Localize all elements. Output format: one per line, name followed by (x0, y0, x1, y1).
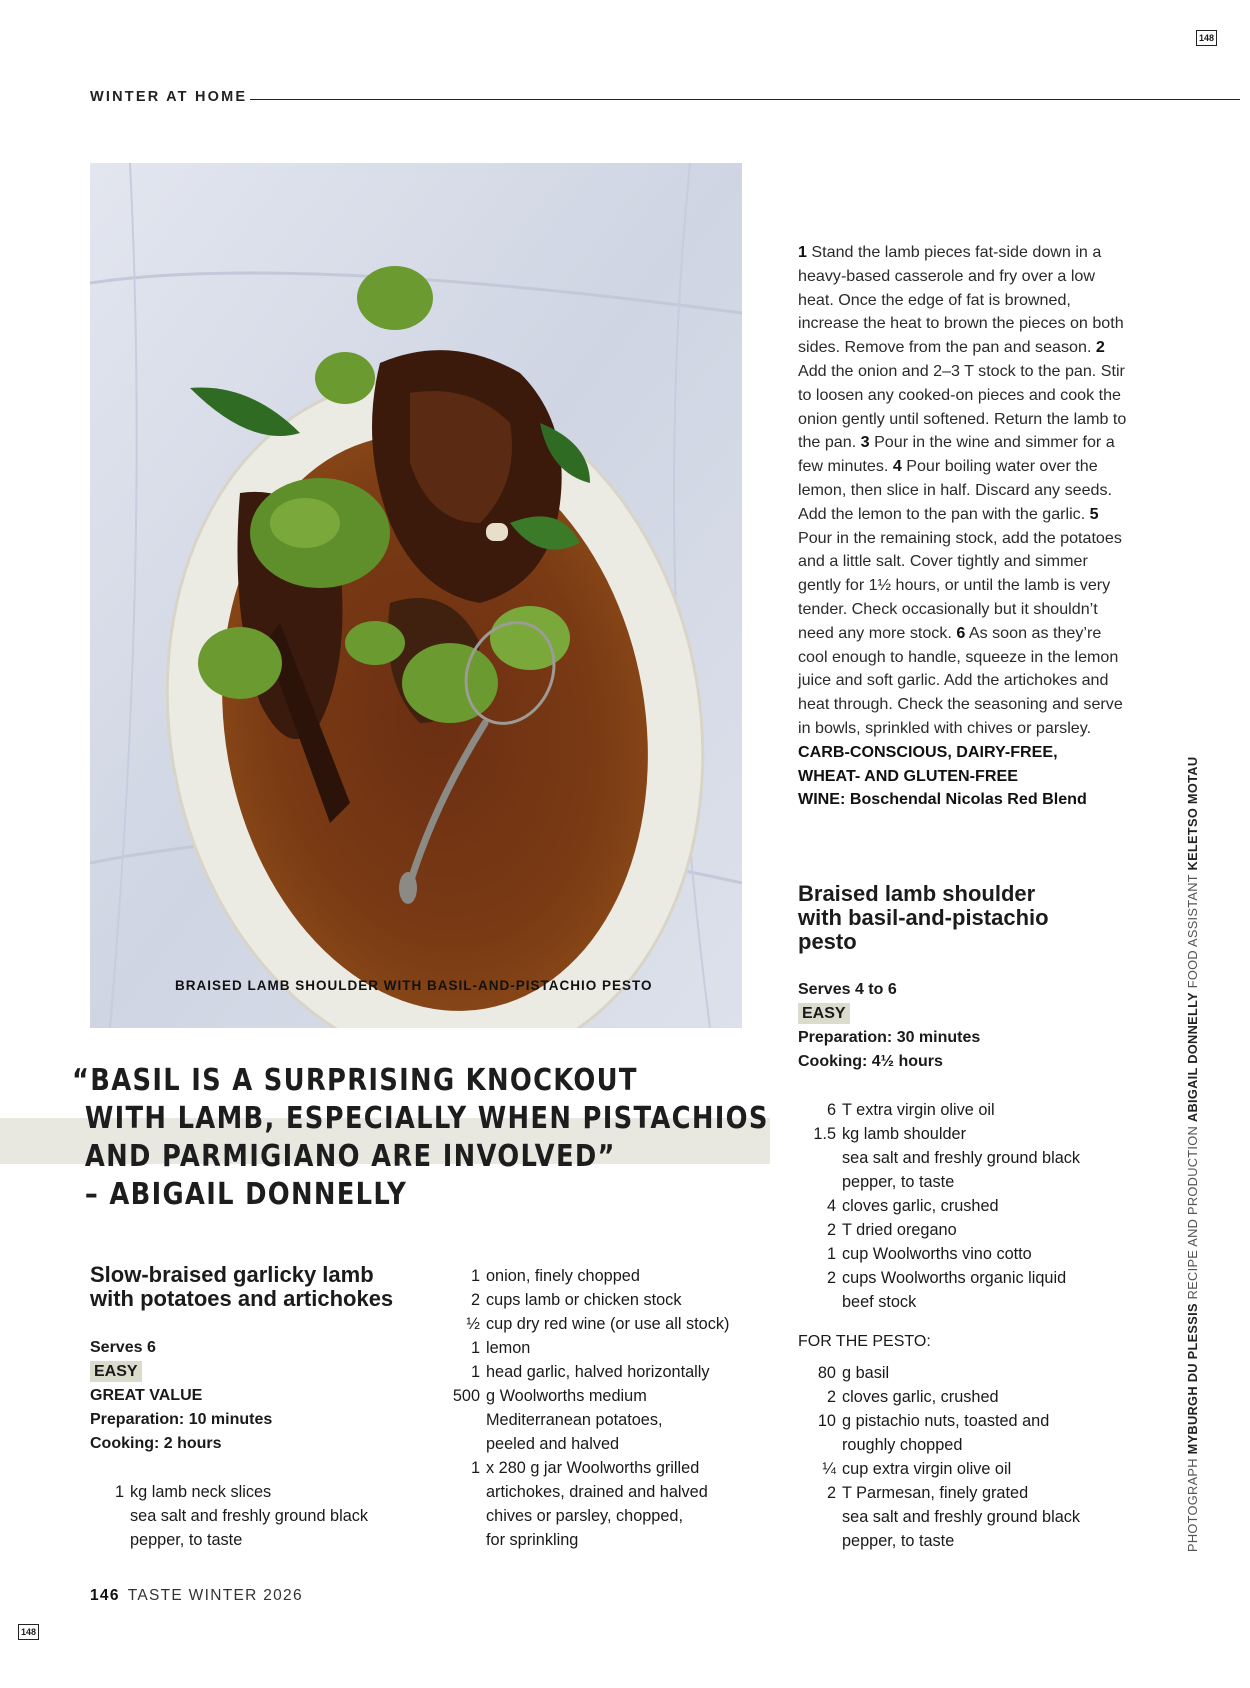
recipe1-ingredients-a (90, 1480, 430, 1552)
ingredient-quantity (798, 1505, 842, 1529)
ingredient-row (798, 1481, 1138, 1505)
quote-line: AND PARMIGIANO ARE INVOLVED” (84, 1139, 616, 1174)
ingredient-text: beef stock (842, 1293, 917, 1311)
ingredient-text: cups Woolworths organic liquid (842, 1269, 1067, 1287)
recipe2-ingredients (798, 1098, 1138, 1314)
recipe2-title (798, 882, 1049, 954)
ingredient-quantity: 1 (470, 1339, 480, 1357)
recipe1-serves: Serves 6 (90, 1339, 156, 1356)
method-text (798, 241, 1133, 741)
ingredient-row (798, 1146, 1138, 1170)
ingredient-row (798, 1361, 1138, 1385)
recipe1-prep-time: Preparation: 10 minutes (90, 1411, 273, 1428)
ingredient-quantity: 80 (817, 1364, 836, 1382)
ingredient-row (798, 1122, 1138, 1146)
ingredient-text: g pistachio nuts, toasted and (842, 1412, 1050, 1430)
ingredient-quantity (90, 1528, 130, 1552)
credit-role: FOOD ASSISTANT (1185, 870, 1200, 993)
step-text: Add the onion and 2–3 T stock to the pan. Stir to loosen any cooked-on pieces and cook the onion gently until softened. Return the lamb to the pan. (798, 361, 1127, 452)
credit-name: MYBURGH DU PLESSIS (1185, 1303, 1200, 1455)
ingredient-quantity (440, 1432, 486, 1456)
ingredient-row (440, 1264, 760, 1288)
ingredient-text: sea salt and freshly ground black (130, 1507, 369, 1525)
ingredient-text: pepper, to taste (842, 1532, 955, 1550)
ingredient-row (798, 1170, 1138, 1194)
ingredient-quantity: 500 (452, 1387, 480, 1405)
ingredient-row (90, 1528, 430, 1552)
ingredient-quantity: 1 (470, 1267, 480, 1285)
recipe2-prep-time: Preparation: 30 minutes (798, 1029, 981, 1046)
step-number: 4 (892, 457, 902, 476)
ingredient-quantity: 6 (826, 1101, 836, 1119)
ingredient-text: cloves garlic, crushed (842, 1197, 999, 1215)
page-folio-bottom: 148 (18, 1624, 39, 1640)
step-number: 1 (798, 243, 807, 261)
ingredient-row (440, 1432, 760, 1456)
recipe1-meta (90, 1336, 272, 1456)
pull-quote (72, 1062, 777, 1214)
ingredient-quantity (798, 1529, 842, 1553)
ingredient-text: x 280 g jar Woolworths grilled (486, 1459, 700, 1477)
recipe2-cook-time: Cooking: 4½ hours (798, 1053, 943, 1070)
ingredient-text: sea salt and freshly ground black (842, 1149, 1081, 1167)
ingredient-row (440, 1384, 760, 1408)
ingredient-quantity: 10 (817, 1412, 836, 1430)
ingredient-quantity (798, 1290, 842, 1314)
recipe-photo (90, 163, 742, 1028)
ingredient-row (798, 1098, 1138, 1122)
recipe2-title-line: with basil-and-pistachio (798, 905, 1049, 930)
recipe2-meta (798, 978, 980, 1074)
ingredient-quantity: 4 (826, 1197, 836, 1215)
ingredient-text: T Parmesan, finely grated (842, 1484, 1029, 1502)
ingredient-quantity (798, 1433, 842, 1457)
ingredient-text: roughly chopped (842, 1436, 963, 1454)
recipe1-ingredients-b (440, 1264, 760, 1552)
step-number: 2 (1095, 338, 1105, 357)
ingredient-row (798, 1194, 1138, 1218)
ingredient-row (798, 1290, 1138, 1314)
dietary-info: CARB-CONSCIOUS, DAIRY-FREE, (798, 742, 1058, 761)
credit-name: ABIGAIL DONNELLY (1185, 992, 1200, 1123)
recipe1-title-line: with potatoes and artichokes (90, 1286, 394, 1311)
ingredient-quantity: 2 (826, 1388, 836, 1406)
wine-pairing: WINE: Boschendal Nicolas Red Blend (798, 790, 1087, 809)
ingredient-row (90, 1480, 430, 1504)
recipe1-method (798, 241, 1133, 812)
ingredient-text: for sprinkling (486, 1531, 579, 1549)
ingredient-text: kg lamb neck slices (130, 1483, 272, 1501)
ingredient-quantity: 2 (826, 1484, 836, 1502)
section-label: WINTER AT HOME (90, 89, 248, 105)
lamb-dish-illustration (90, 163, 742, 1028)
pesto-ingredients (798, 1361, 1138, 1553)
step-number: 3 (860, 433, 870, 452)
ingredient-row (798, 1529, 1138, 1553)
ingredient-row (798, 1457, 1138, 1481)
recipe1-cook-time: Cooking: 2 hours (90, 1435, 222, 1452)
page-number: 146 (90, 1587, 120, 1604)
recipe2-difficulty-badge: EASY (798, 1003, 850, 1024)
credit-name: KELETSO MOTAU (1185, 756, 1200, 871)
recipe1-title (90, 1263, 393, 1311)
ingredient-text: T extra virgin olive oil (842, 1101, 995, 1119)
page-folio-top: 148 (1196, 30, 1217, 46)
ingredient-text: cloves garlic, crushed (842, 1388, 999, 1406)
ingredient-row (440, 1288, 760, 1312)
ingredient-quantity (440, 1408, 486, 1432)
ingredient-quantity: ¼ (822, 1460, 836, 1478)
step-text: Stand the lamb pieces fat-side down in a heavy-based casserole and fry over a low heat. Once the edge of fat is browned, increase the heat to brown the pieces on both sides. Remove from the pan and season. (798, 243, 1124, 357)
page-footer (90, 1587, 303, 1605)
ingredient-text: sea salt and freshly ground black (842, 1508, 1081, 1526)
ingredient-row (440, 1480, 760, 1504)
header-rule (250, 99, 1240, 100)
ingredient-text: Mediterranean potatoes, (486, 1411, 663, 1429)
step-text: As soon as they’re cool enough to handle, squeeze in the lemon juice and soft garlic. Add the artichokes and heat through. Check the seasoning and serve in bowls, sprinkled with chives or parsley. (798, 623, 1123, 737)
recipe1-tag: GREAT VALUE (90, 1387, 203, 1404)
dietary-info: WHEAT- AND GLUTEN-FREE (798, 766, 1018, 785)
credit-role: PHOTOGRAPH (1185, 1454, 1200, 1552)
quote-attribution: – ABIGAIL DONNELLY (84, 1177, 408, 1212)
quote-line: “BASIL IS A SURPRISING KNOCKOUT (72, 1063, 638, 1098)
ingredient-text: T dried oregano (842, 1221, 957, 1239)
ingredient-quantity: 2 (470, 1291, 480, 1309)
ingredient-text: cup dry red wine (or use all stock) (486, 1315, 730, 1333)
ingredient-row (440, 1504, 760, 1528)
ingredient-text: pepper, to taste (130, 1531, 243, 1549)
ingredient-text: cup extra virgin olive oil (842, 1460, 1012, 1478)
step-number: 6 (956, 623, 966, 642)
ingredient-row (798, 1433, 1138, 1457)
ingredient-quantity: ½ (466, 1315, 480, 1333)
ingredient-row (798, 1218, 1138, 1242)
recipe2-serves: Serves 4 to 6 (798, 981, 897, 998)
ingredient-row (798, 1409, 1138, 1433)
ingredient-quantity: 2 (826, 1221, 836, 1239)
photo-credits (1185, 757, 1200, 1552)
ingredient-text: cup Woolworths vino cotto (842, 1245, 1032, 1263)
ingredient-row (90, 1504, 430, 1528)
ingredient-row (440, 1528, 760, 1552)
magazine-issue: TASTE WINTER 2026 (127, 1587, 303, 1604)
ingredient-quantity: 2 (826, 1269, 836, 1287)
recipe1-difficulty-badge: EASY (90, 1361, 142, 1382)
recipe2-title-line: pesto (798, 929, 857, 954)
step-number: 5 (1089, 504, 1099, 523)
ingredient-row (798, 1242, 1138, 1266)
ingredient-text: pepper, to taste (842, 1173, 955, 1191)
recipe2-title-line: Braised lamb shoulder (798, 881, 1036, 906)
credit-role: RECIPE AND PRODUCTION (1185, 1122, 1200, 1304)
ingredient-text: lemon (486, 1339, 531, 1357)
ingredient-text: cups lamb or chicken stock (486, 1291, 682, 1309)
ingredient-quantity: 1 (470, 1363, 480, 1381)
ingredient-quantity (440, 1528, 486, 1552)
ingredient-row (798, 1385, 1138, 1409)
ingredient-row (440, 1336, 760, 1360)
ingredient-quantity (90, 1504, 130, 1528)
ingredient-text: peeled and halved (486, 1435, 620, 1453)
ingredient-row (440, 1312, 760, 1336)
ingredient-quantity (798, 1146, 842, 1170)
ingredient-quantity: 1 (470, 1459, 480, 1477)
ingredient-text: kg lamb shoulder (842, 1125, 966, 1143)
quote-line: WITH LAMB, ESPECIALLY WHEN PISTACHIOS (84, 1101, 769, 1136)
pesto-heading: FOR THE PESTO: (798, 1333, 931, 1350)
step-text: Pour in the wine and simmer for a few minutes. (798, 433, 1115, 476)
step-text: Pour in the remaining stock, add the potatoes and a little salt. Cover tightly and simmer gently for 1½ hours, or until the lamb is very tender. Check occasionally but it shouldn’t need any more stock. (798, 528, 1122, 642)
ingredient-quantity: 1.5 (813, 1125, 836, 1143)
ingredient-row (440, 1360, 760, 1384)
ingredient-quantity (440, 1504, 486, 1528)
step-text: Pour boiling water over the lemon, then slice in half. Discard any seeds. Add the lemon to the pan with the garlic. (798, 457, 1112, 523)
photo-caption: BRAISED LAMB SHOULDER WITH BASIL-AND-PISTACHIO PESTO (175, 978, 653, 993)
ingredient-row (798, 1505, 1138, 1529)
ingredient-quantity: 1 (826, 1245, 836, 1263)
ingredient-text: g Woolworths medium (486, 1387, 647, 1405)
ingredient-quantity (798, 1170, 842, 1194)
ingredient-text: onion, finely chopped (486, 1267, 640, 1285)
ingredient-row (440, 1456, 760, 1480)
ingredient-text: artichokes, drained and halved (486, 1483, 708, 1501)
ingredient-quantity (440, 1480, 486, 1504)
ingredient-text: chives or parsley, chopped, (486, 1507, 683, 1525)
ingredient-quantity: 1 (114, 1483, 124, 1501)
ingredient-row (440, 1408, 760, 1432)
ingredient-text: g basil (842, 1364, 890, 1382)
ingredient-text: head garlic, halved horizontally (486, 1363, 710, 1381)
recipe1-title-line: Slow-braised garlicky lamb (90, 1262, 374, 1287)
ingredient-row (798, 1266, 1138, 1290)
